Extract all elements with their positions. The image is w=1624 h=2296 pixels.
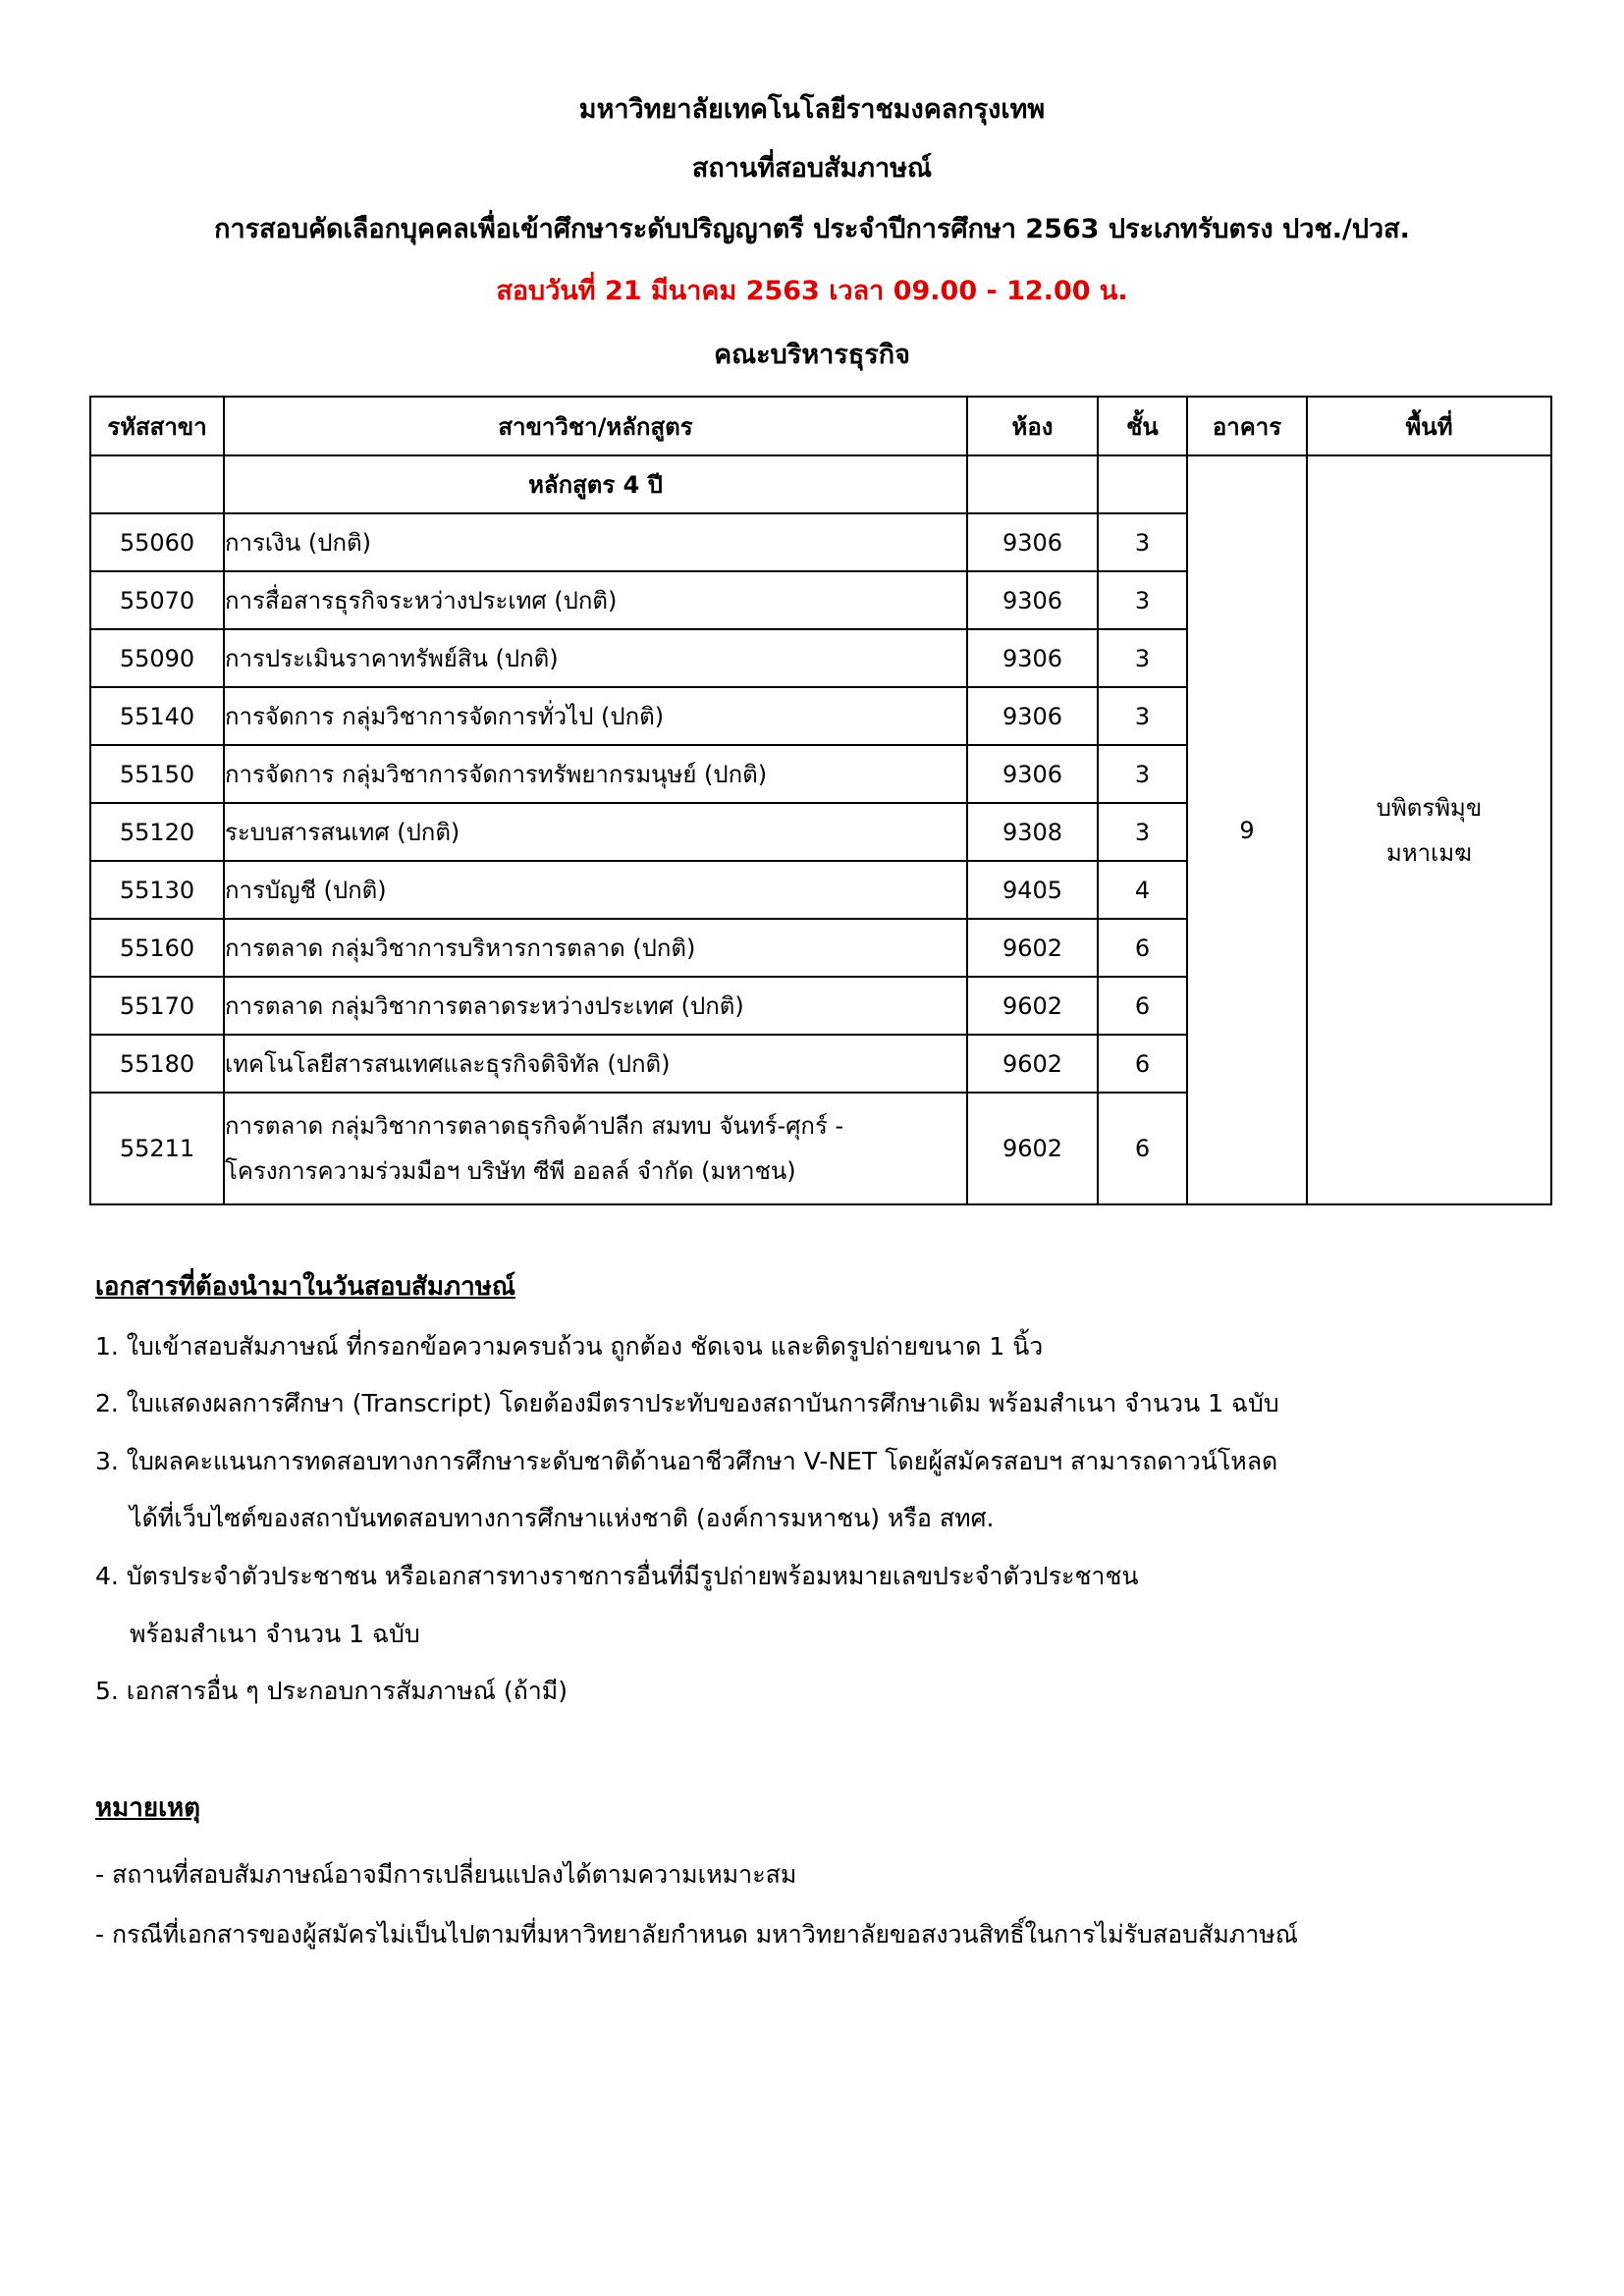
row-code: 55160 xyxy=(90,919,224,977)
row-room: 9306 xyxy=(967,571,1098,629)
row-room: 9306 xyxy=(967,629,1098,687)
area-line-2: มหาเมฆ xyxy=(1386,838,1472,867)
header-code: รหัสสาขา xyxy=(90,397,224,455)
row-room: 9308 xyxy=(967,803,1098,861)
header-program: สาขาวิชา/หลักสูตร xyxy=(224,397,967,455)
row-floor: 6 xyxy=(1098,1093,1187,1204)
area-cell xyxy=(1307,455,1551,1204)
document-item-4: 4. บัตรประจำตัวประชาชน หรือเอกสารทางราชการอื่นที่มีรูปถ่ายพร้อมหมายเลขประจำตัวประชาชน xyxy=(95,1562,1139,1590)
row-room: 9405 xyxy=(967,861,1098,919)
table-cell xyxy=(90,455,224,513)
row-program: การตลาด กลุ่มวิชาการบริหารการตลาด (ปกติ) xyxy=(224,919,967,977)
row-floor: 3 xyxy=(1098,687,1187,745)
note-item-2: - กรณีที่เอกสารของผู้สมัครไม่เป็นไปตามที่มหาวิทยาลัยกำหนด มหาวิทยาลัยขอสงวนสิทธิ์ในการไม่รับสอบสัมภาษณ์ xyxy=(95,1920,1298,1949)
document-item-1: 1. ใบเข้าสอบสัมภาษณ์ ที่กรอกข้อความครบถ้วน ถูกต้อง ชัดเจน และติดรูปถ่ายขนาด 1 นิ้ว xyxy=(95,1332,1044,1361)
header-floor: ชั้น xyxy=(1098,397,1187,455)
faculty-name: คณะบริหารธุรกิจ xyxy=(714,340,910,370)
row-program: ระบบสารสนเทศ (ปกติ) xyxy=(224,803,967,861)
row-program: การจัดการ กลุ่มวิชาการจัดการทั่วไป (ปกติ) xyxy=(224,687,967,745)
header-area: พื้นที่ xyxy=(1307,397,1551,455)
interview-schedule-table xyxy=(89,396,1552,1205)
row-program: การประเมินราคาทรัพย์สิน (ปกติ) xyxy=(224,629,967,687)
header-building: อาคาร xyxy=(1187,397,1307,455)
row-program: เทคโนโลยีสารสนเทศและธุรกิจดิจิทัล (ปกติ) xyxy=(224,1035,967,1093)
table-subheader-row xyxy=(90,455,1551,513)
row-room: 9306 xyxy=(967,513,1098,571)
exam-date: สอบวันที่ 21 มีนาคม 2563 เวลา 09.00 - 12.00 น. xyxy=(496,276,1128,306)
row-floor: 4 xyxy=(1098,861,1187,919)
row-floor: 3 xyxy=(1098,629,1187,687)
row-program: การบัญชี (ปกติ) xyxy=(224,861,967,919)
note-item-1: - สถานที่สอบสัมภาษณ์อาจมีการเปลี่ยนแปลงได้ตามความเหมาะสม xyxy=(95,1860,797,1889)
table-cell xyxy=(967,455,1098,513)
row-code: 55130 xyxy=(90,861,224,919)
row-code: 55140 xyxy=(90,687,224,745)
row-code: 55120 xyxy=(90,803,224,861)
table-header-row xyxy=(90,397,1551,455)
row-floor: 6 xyxy=(1098,919,1187,977)
document-item-3-continued: ได้ที่เว็บไซต์ของสถาบันทดสอบทางการศึกษาแห่งชาติ (องค์การมหาชน) หรือ สทศ. xyxy=(130,1504,995,1532)
building-cell: 9 xyxy=(1187,455,1307,1204)
required-documents-title: เอกสารที่ต้องนำมาในวันสอบสัมภาษณ์ xyxy=(95,1272,515,1302)
row-floor: 6 xyxy=(1098,1035,1187,1093)
row-code: 55180 xyxy=(90,1035,224,1093)
document-subtitle: สถานที่สอบสัมภาษณ์ xyxy=(691,153,933,184)
header-room: ห้อง xyxy=(967,397,1098,455)
row-room: 9602 xyxy=(967,1093,1098,1204)
row-floor: 3 xyxy=(1098,745,1187,803)
area-line-1: บพิตรพิมุข xyxy=(1376,793,1483,822)
row-code: 55170 xyxy=(90,977,224,1035)
row-program: การจัดการ กลุ่มวิชาการจัดการทรัพยากรมนุษย์ (ปกติ) xyxy=(224,745,967,803)
document-item-5: 5. เอกสารอื่น ๆ ประกอบการสัมภาษณ์ (ถ้ามี) xyxy=(95,1677,568,1705)
document-item-4-continued: พร้อมสำเนา จำนวน 1 ฉบับ xyxy=(130,1620,420,1648)
document-item-2: 2. ใบแสดงผลการศึกษา (Transcript) โดยต้องมีตราประทับของสถาบันการศึกษาเดิม พร้อมสำเนา จำนวน 1 ฉบับ xyxy=(95,1389,1279,1417)
row-code: 55150 xyxy=(90,745,224,803)
row-code: 55070 xyxy=(90,571,224,629)
row-room: 9306 xyxy=(967,687,1098,745)
row-room: 9602 xyxy=(967,977,1098,1035)
row-program: การสื่อสารธุรกิจระหว่างประเทศ (ปกติ) xyxy=(224,571,967,629)
row-room: 9602 xyxy=(967,1035,1098,1093)
row-floor: 6 xyxy=(1098,977,1187,1035)
row-program: การตลาด กลุ่มวิชาการตลาดระหว่างประเทศ (ปกติ) xyxy=(224,977,967,1035)
curriculum-subheader: หลักสูตร 4 ปี xyxy=(224,455,967,513)
row-program xyxy=(224,1093,967,1204)
program-line-1: การตลาด กลุ่มวิชาการตลาดธุรกิจค้าปลีก สมทบ จันทร์-ศุกร์ - xyxy=(225,1112,844,1140)
row-code: 55060 xyxy=(90,513,224,571)
row-floor: 3 xyxy=(1098,571,1187,629)
row-room: 9602 xyxy=(967,919,1098,977)
row-code: 55211 xyxy=(90,1093,224,1204)
table-cell xyxy=(1098,455,1187,513)
row-room: 9306 xyxy=(967,745,1098,803)
row-code: 55090 xyxy=(90,629,224,687)
row-program: การเงิน (ปกติ) xyxy=(224,513,967,571)
row-floor: 3 xyxy=(1098,513,1187,571)
row-floor: 3 xyxy=(1098,803,1187,861)
notes-title: หมายเหตุ xyxy=(95,1793,201,1823)
document-item-3: 3. ใบผลคะแนนการทดสอบทางการศึกษาระดับชาติด้านอาชีวศึกษา V-NET โดยผู้สมัครสอบฯ สามารถดาวน์โหลด xyxy=(95,1447,1278,1475)
exam-description: การสอบคัดเลือกบุคคลเพื่อเข้าศึกษาระดับปริญญาตรี ประจำปีการศึกษา 2563 ประเภทรับตรง ปวช./ปวส. xyxy=(214,214,1410,244)
program-line-2: โครงการความร่วมมือฯ บริษัท ซีพี ออลล์ จำกัด (มหาชน) xyxy=(225,1157,796,1185)
university-name: มหาวิทยาลัยเทคโนโลยีราชมงคลกรุงเทพ xyxy=(578,94,1046,125)
